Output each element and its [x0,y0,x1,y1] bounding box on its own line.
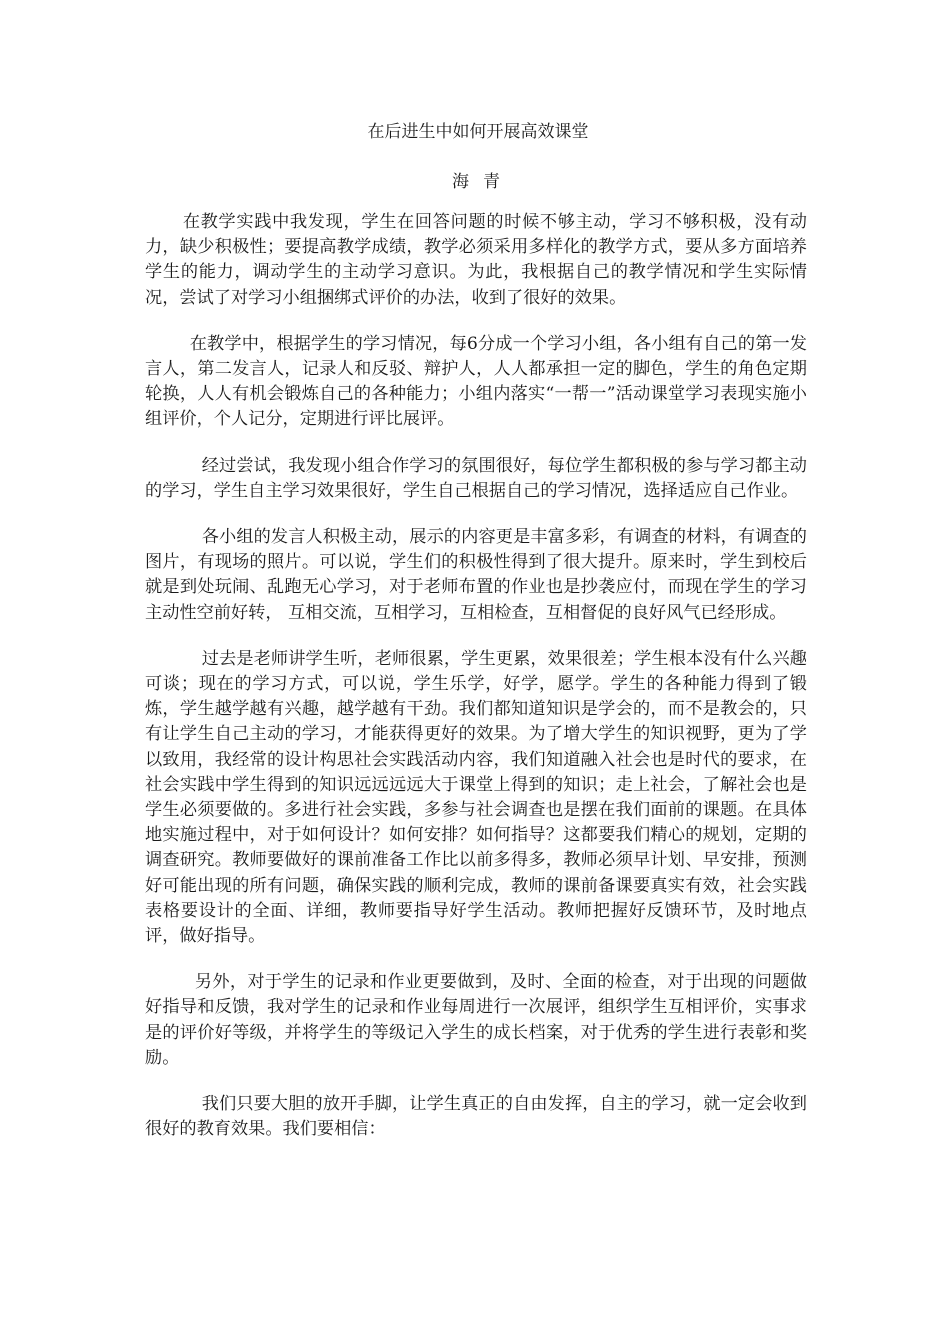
document-page [145,118,807,1164]
paragraph: 各小组的发言人积极主动，展示的内容更是丰富多彩，有调查的材料，有调查的图片，有现场的照片。可以说，学生们的积极性得到了很大提升。原来时，学生到校后就是到处玩闹、乱跑无心学习，对于老师布置的作业也是抄袭应付，而现在学生的学习主动性空前好转， 互相交流，互相学习，互相检查，互相督促的良好风气已经形成。 [145,527,807,623]
document-title: 在后进生中如何开展高效课堂 [367,122,589,142]
paragraph: 另外，对于学生的记录和作业更要做到，及时、全面的检查，对于出现的问题做好指导和反馈，我对学生的记录和作业每周进行一次展评，组织学生互相评价，实事求是的评价好等级，并将学生的等级记入学生的成长档案，对于优秀的学生进行表彰和奖励。 [145,972,807,1068]
paragraph: 在教学中，根据学生的学习情况，每6分成一个学习小组，各小组有自己的第一发言人，第二发言人，记录人和反驳、辩护人，人人都承担一定的脚色，学生的角色定期轮换，人人有机会锻炼自己的各种能力；小组内落实“一帮一”活动课堂学习表现实施小组评价，个人记分，定期进行评比展评。 [145,333,807,430]
document-author: 海青 [452,172,514,192]
paragraph: 过去是老师讲学生听，老师很累，学生更累，效果很差；学生根本没有什么兴趣可谈；现在的学习方式，可以说，学生乐学，好学，愿学。学生的各种能力得到了锻炼，学生越学越有兴趣，越学越有干劲。我们都知道知识是学会的，而不是教会的，只有让学生自己主动的学习，才能获得更好的效果。为了增大学生的知识视野，更为了学以致用，我经常的设计构思社会实践活动内容，我们知道融入社会也是时代的要求，在社会实践中学生得到的知识远远远远大于课堂上得到的知识；走上社会，了解社会也是学生必须要做的。多进行社会实践，多参与社会调查也是摆在我们面前的课题。在具体地实施过程中，对于如何设计？如何安排？如何指导？这都要我们精心的规划，定期的调查研究。教师要做好的课前准备工作比以前多得多，教师必须早计划、早安排，预测好可能出现的所有问题，确保实践的顺利完成，教师的课前备课要真实有效，社会实践表格要设计的全面、详细，教师要指导好学生活动。教师把握好反馈环节，及时地点评，做好指导。 [145,648,807,947]
paragraph: 在教学实践中我发现，学生在回答问题的时候不够主动，学习不够积极，没有动力，缺少积极性；要提高教学成绩，教学必须采用多样化的教学方式，要从多方面培养学生的能力，调动学生的主动学习意识。为此，我根据自己的教学情况和学生实际情况，尝试了对学习小组捆绑式评价的办法，收到了很好的效果。 [145,212,807,308]
paragraph: 我们只要大胆的放开手脚，让学生真正的自由发挥，自主的学习，就一定会收到很好的教育效果。我们要相信： [145,1094,807,1140]
paragraph: 经过尝试，我发现小组合作学习的氛围很好，每位学生都积极的参与学习都主动的学习，学生自主学习效果很好，学生自己根据自己的学习情况，选择适应自己作业。 [145,455,807,501]
